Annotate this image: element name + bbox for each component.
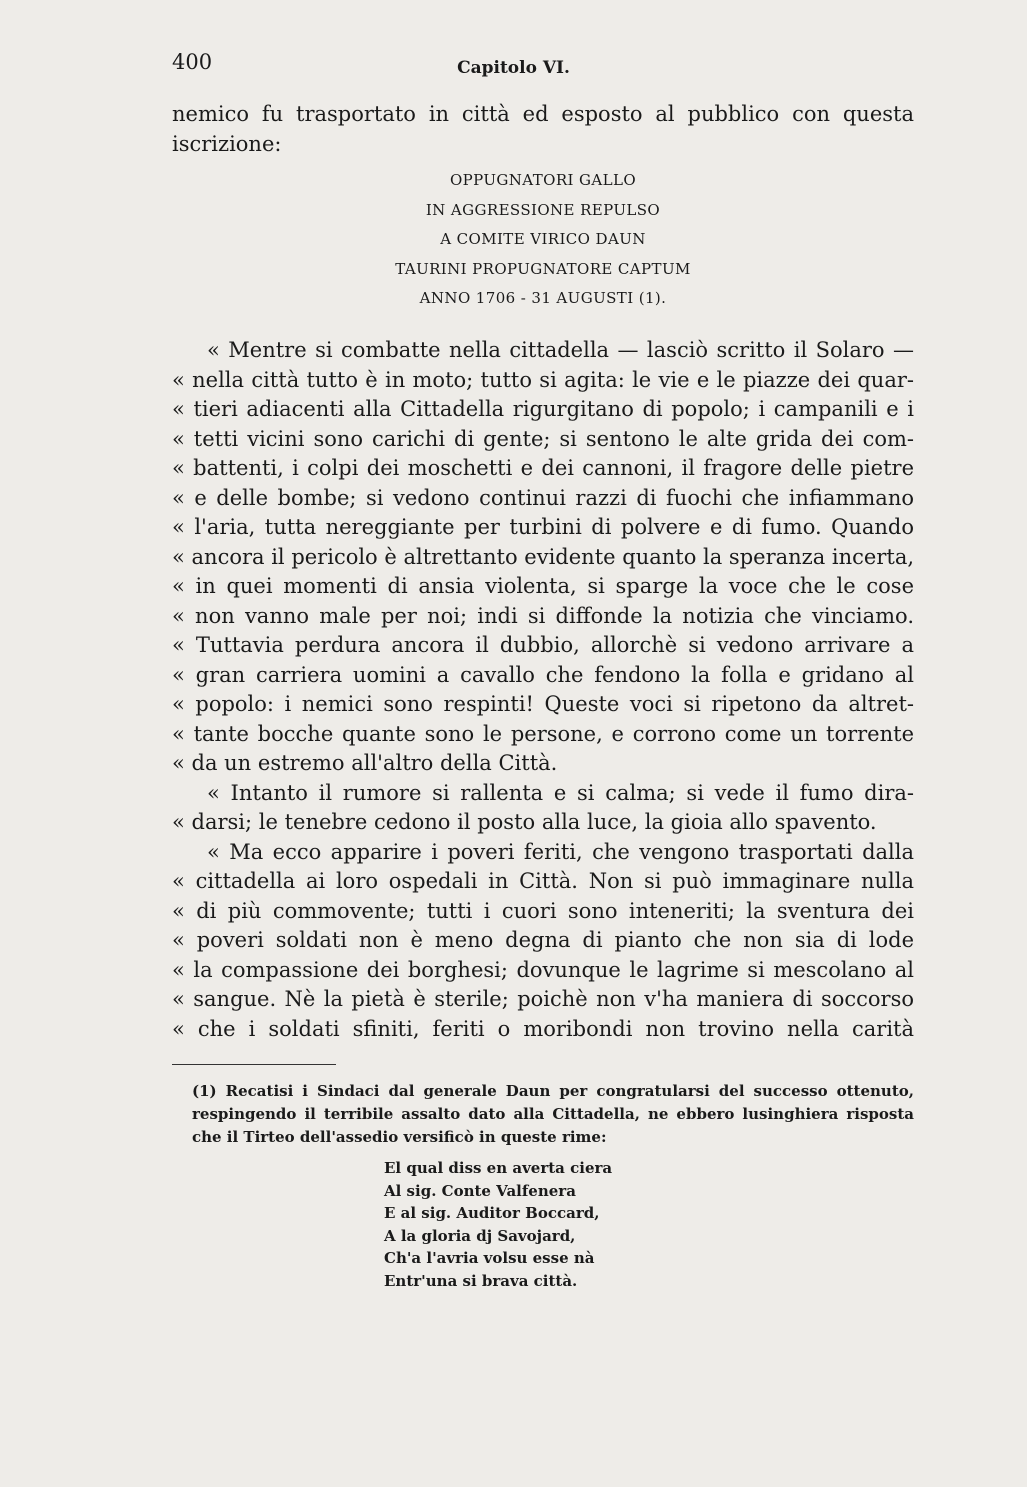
quote-line: « gran carriera uomini a cavallo che fendono la folla e gridano al [172, 662, 914, 687]
quote-line: « l'aria, tutta nereggiante per turbini di polvere e di fumo. Quando [172, 515, 914, 539]
verse-line: A la gloria dj Savojard, [384, 1226, 576, 1245]
quote-line: « darsi; le tenebre cedono il posto alla luce, la gioia allo spavento. [172, 810, 877, 834]
inscription-line: A COMITE VIRICO DAUN [440, 230, 646, 248]
latin-inscription [172, 166, 914, 314]
quote-line: « non vanno male per noi; indi si diffonde la notizia che vinciamo. [172, 603, 914, 628]
inscription-line: ANNO 1706 - 31 AUGUSTI (1). [419, 289, 667, 307]
quote-line: « e delle bombe; si vedono continui razzi di fuochi che infiammano [172, 485, 914, 510]
quote-line: « nella città tutto è in moto; tutto si agita: le vie e le piazze dei quar- [172, 367, 914, 392]
footnote-text: (1) Recatisi i Sindaci dal generale Daun per congratularsi del successo ottenuto, respingendo il terribile assalto dato alla Cittadella, ne ebbero lusinghiera risposta che il Tirteo dell'assedio versificò in queste rime: [192, 1082, 914, 1146]
inscription-line: IN AGGRESSIONE REPULSO [425, 200, 661, 219]
quote-line: « Tuttavia perdura ancora il dubbio, allorchè si vedono arrivare a [172, 633, 914, 657]
quote-line: « ancora il pericolo è altrettanto evidente quanto la speranza incerta, [172, 544, 914, 569]
intro-paragraph [172, 100, 914, 159]
quote-line: « battenti, i colpi dei moschetti e dei cannoni, il fragore delle pietre [172, 456, 914, 480]
inscription-line: OPPUGNATORI GALLO [449, 171, 637, 189]
quote-line: « la compassione dei borghesi; dovunque le lagrime si mescolano al [172, 957, 914, 982]
quote-line: « tante bocche quante sono le persone, e corrono come un torrente [172, 721, 914, 746]
footnote-divider [172, 1064, 336, 1065]
intro-text: nemico fu trasportato in città ed esposto al pubblico con questa iscrizione: [172, 102, 914, 156]
quote-line: « Intanto il rumore si rallenta e si calma; si vede il fumo dira- [207, 780, 914, 805]
quote-line: « Ma ecco apparire i poveri feriti, che vengono trasportati dalla [207, 839, 914, 864]
quote-line: « popolo: i nemici sono respinti! Queste voci si ripetono da altret- [172, 692, 914, 716]
verse-line: Al sig. Conte Valfenera [384, 1181, 576, 1200]
quote-line: « sangue. Nè la pietà è sterile; poichè non v'ha maniera di soccorso [172, 987, 914, 1011]
quote-line: « tieri adiacenti alla Cittadella rigurgitano di popolo; i campanili e i [172, 397, 914, 421]
quote-line: « tetti vicini sono carichi di gente; si sentono le alte grida dei com- [172, 426, 914, 451]
quote-line: « cittadella ai loro ospedali in Città. Non si può immaginare nulla [172, 869, 914, 893]
quote-line: « di più commovente; tutti i cuori sono inteneriti; la sventura dei [172, 898, 914, 923]
quote-line: « in quei momenti di ansia violenta, si sparge la voce che le cose [172, 574, 914, 598]
verse-line: El qual diss en averta ciera [384, 1159, 613, 1177]
page-number: 400 [172, 50, 213, 74]
verse-line: E al sig. Auditor Boccard, [384, 1204, 600, 1222]
verse-line: Ch'a l'avria volsu esse nà [384, 1249, 595, 1267]
inscription-line: TAURINI PROPUGNATORE CAPTUM [395, 259, 691, 278]
quote-line: « che i soldati sfiniti, feriti o moribondi non trovino nella carità [172, 1016, 914, 1041]
quote-line: « Mentre si combatte nella cittadella — lasciò scritto il Solaro — [207, 338, 914, 362]
quote-line: « poveri soldati non è meno degna di pianto che non sia di lode [172, 928, 914, 952]
footnote-verse [384, 1157, 612, 1292]
footnote [172, 1080, 914, 1149]
verse-line: Entr'una si brava città. [384, 1271, 578, 1290]
quote-line: « da un estremo all'altro della Città. [172, 751, 558, 775]
chapter-title: Capitolo VI. [457, 58, 570, 78]
solaro-quotation [172, 336, 914, 1044]
